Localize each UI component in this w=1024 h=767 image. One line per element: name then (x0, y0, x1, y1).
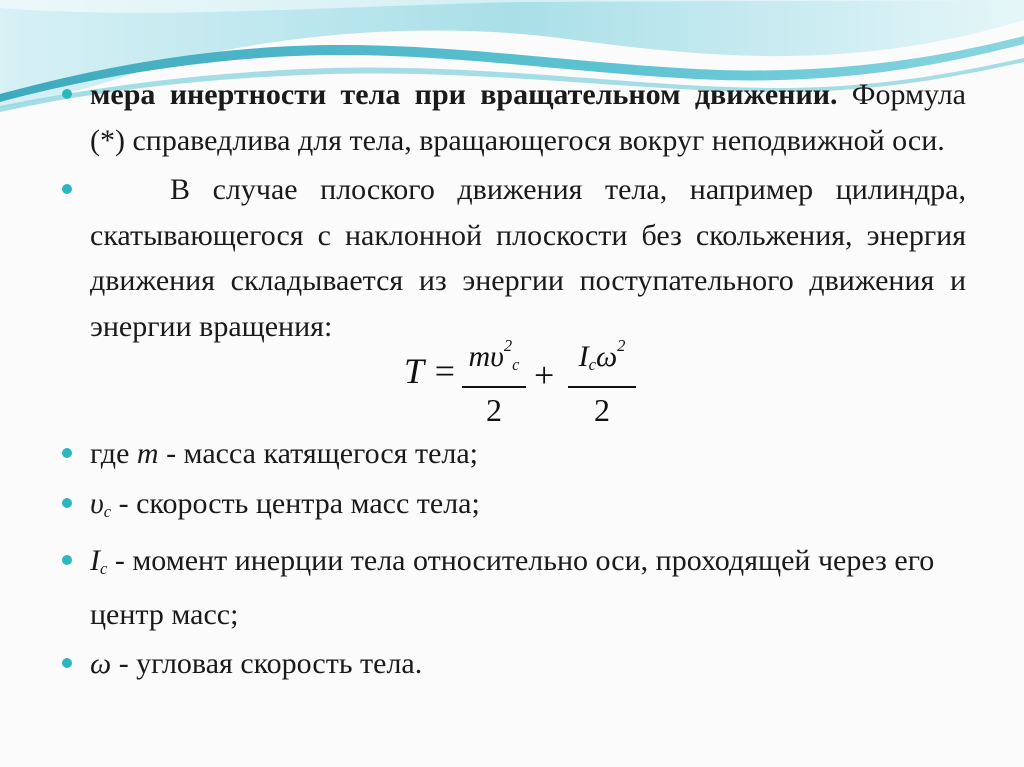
paragraph-text (90, 72, 966, 163)
formula-fraction-translational (462, 327, 526, 430)
bullet-item-angular-velocity (62, 641, 966, 687)
fraction-numerator: $m\upsilon^2_c$ (468, 336, 520, 374)
formula-plus: + (534, 355, 555, 395)
kinetic-energy-formula (62, 336, 966, 428)
fraction-bar (462, 386, 526, 388)
paragraph-text: где m - масса катящегося тела; (90, 437, 479, 470)
variable-omega: ω (90, 647, 112, 681)
fraction-denominator: 2 (486, 391, 502, 428)
formula-lhs: T = (404, 351, 457, 391)
body-text: В случае плоского движения тела, например цилиндра, скатывающегося с наклонной плоскости без скольжения, энергия движения складывается из энергии поступательного движения и энергии вращения: (90, 173, 966, 343)
paragraph-text: $I_c$ - момент инерции тела относительно оси, проходящей через его центр масс; (90, 544, 935, 631)
bold-lead-text: мера инертности тела при вращательном движении. (90, 78, 838, 111)
bullet-item-inertia-measure (62, 72, 966, 163)
variable-vc: $\upsilon_c$ (90, 486, 112, 521)
variable-m: m (136, 437, 159, 470)
slide-body (62, 72, 966, 687)
bullet-item-moment-of-inertia (62, 538, 966, 637)
formula-fraction-rotational (568, 327, 636, 430)
bullet-dot (62, 658, 72, 668)
paragraph-text: $\upsilon_c$ - скорость центра масс тела; (90, 486, 480, 521)
formula-image (398, 327, 642, 428)
fraction-bar (568, 386, 636, 388)
paragraph-text: ω - угловая скорость тела. (90, 647, 423, 681)
bullet-item-mass (62, 431, 966, 477)
bullet-dot (62, 498, 72, 508)
variable-ic: $I_c$ (90, 544, 108, 579)
bullet-dot (62, 184, 72, 194)
fraction-denominator: 2 (594, 391, 610, 428)
body-text: Формула (*) справедлива для тела, вращающегося вокруг неподвижной оси. (90, 78, 966, 157)
bullet-item-plane-motion (62, 167, 966, 349)
bullet-dot (62, 555, 72, 565)
bullet-dot (62, 448, 72, 458)
bullet-dot (62, 89, 72, 99)
bullet-item-velocity (62, 481, 966, 535)
paragraph-text (90, 167, 966, 349)
fraction-numerator: $I_c\omega^2$ (578, 336, 626, 374)
